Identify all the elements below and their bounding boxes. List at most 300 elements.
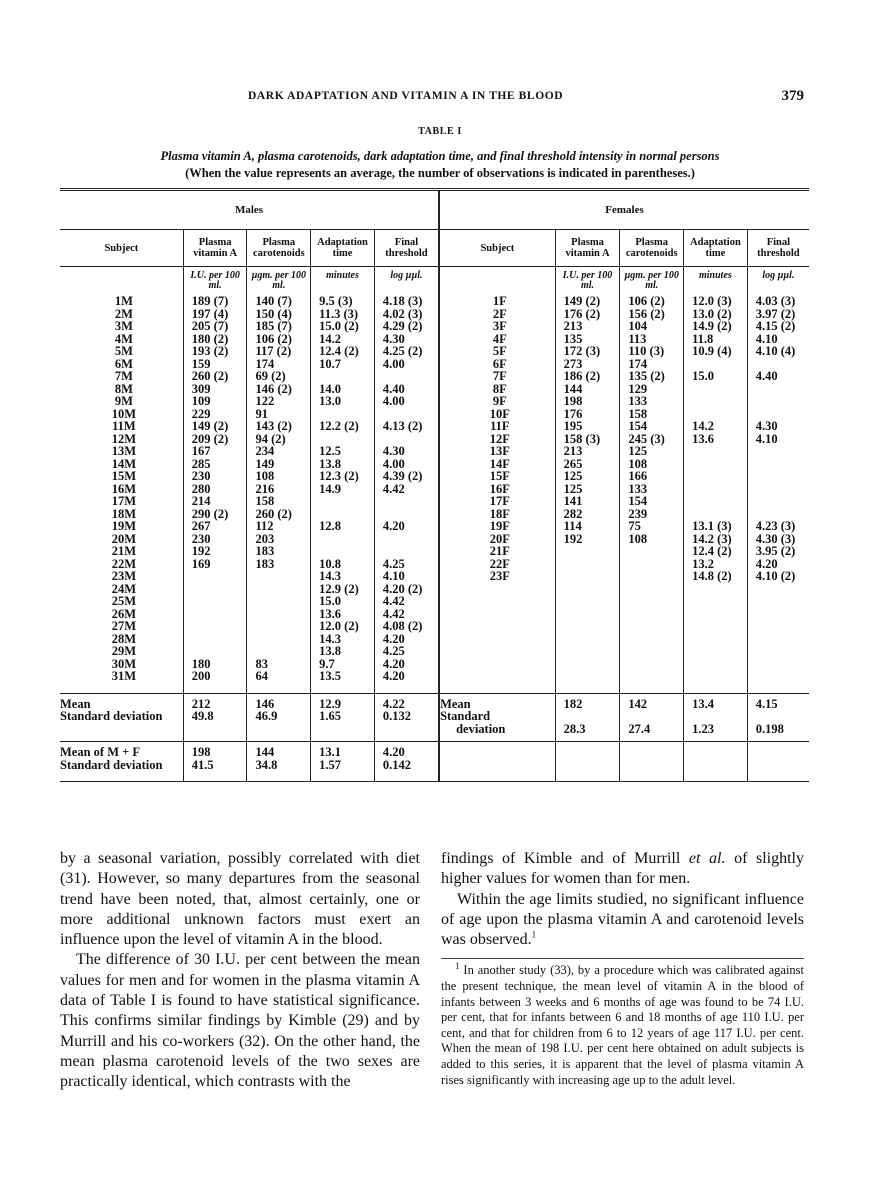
carotenoids-cell: 83 <box>247 658 311 671</box>
adaptation-cell: 15.0 <box>684 370 748 383</box>
vitamin-a-cell <box>555 633 620 646</box>
threshold-cell: 4.25 <box>374 558 439 571</box>
running-title: DARK ADAPTATION AND VITAMIN A IN THE BLOOD <box>248 90 564 102</box>
carotenoids-cell: 94 (2) <box>247 433 311 446</box>
threshold-cell <box>747 395 809 408</box>
sd-m-carotenoids: 46.9 <box>247 710 311 723</box>
subject-cell: 17M <box>60 495 183 508</box>
subject-cell: 16F <box>439 483 555 496</box>
threshold-cell: 4.20 (2) <box>374 583 439 596</box>
mean-label-m: Mean <box>60 693 183 710</box>
threshold-cell: 4.25 <box>374 645 439 658</box>
adaptation-cell: 13.6 <box>311 608 375 621</box>
subject-cell: 20F <box>439 533 555 546</box>
carotenoids-cell <box>620 658 684 671</box>
subject-cell: 22F <box>439 558 555 571</box>
threshold-cell: 4.13 (2) <box>374 420 439 433</box>
vitamin-a-cell <box>555 570 620 583</box>
subject-cell <box>439 595 555 608</box>
mean-m-vitamin-a: 212 <box>183 693 247 710</box>
vitamin-a-cell: 265 <box>555 458 620 471</box>
threshold-cell: 4.03 (3) <box>755 294 796 308</box>
table-row <box>60 320 809 333</box>
vitamin-a-cell: 114 <box>555 520 620 533</box>
threshold-cell: 4.42 <box>374 608 439 621</box>
header-carotenoids-f: Plasma carotenoids <box>620 230 684 267</box>
vitamin-a-cell: 198 <box>555 395 620 408</box>
vitamin-a-cell <box>555 558 620 571</box>
adaptation-cell: 10.9 (4) <box>684 345 748 358</box>
carotenoids-cell: 64 <box>247 670 311 683</box>
adaptation-cell <box>311 533 375 546</box>
vitamin-a-cell: 267 <box>183 520 247 533</box>
table-row <box>60 383 809 396</box>
carotenoids-cell: 166 <box>620 470 684 483</box>
adaptation-cell: 10.7 <box>311 358 375 371</box>
subject-cell: 31M <box>60 670 183 683</box>
vitamin-a-cell: 192 <box>555 533 620 546</box>
adaptation-cell: 10.8 <box>311 558 375 571</box>
subject-cell: 13M <box>60 445 183 458</box>
subject-cell: 26M <box>60 608 183 621</box>
carotenoids-cell: 108 <box>247 470 311 483</box>
carotenoids-cell: 183 <box>247 558 311 571</box>
sd-f-threshold: 0.198 <box>755 721 784 736</box>
threshold-cell: 4.20 <box>374 520 439 533</box>
threshold-cell: 4.30 <box>374 333 439 346</box>
carotenoids-cell: 158 <box>247 495 311 508</box>
table-row <box>60 433 809 446</box>
threshold-cell: 4.20 <box>755 556 778 571</box>
carotenoids-cell: 150 (4) <box>247 308 311 321</box>
threshold-cell: 4.42 <box>374 595 439 608</box>
adaptation-cell <box>684 483 748 496</box>
carotenoids-cell: 174 <box>620 358 684 371</box>
carotenoids-cell: 245 (3) <box>620 433 684 446</box>
threshold-cell: 4.00 <box>374 458 439 471</box>
vitamin-a-cell <box>183 645 247 658</box>
adaptation-cell: 13.5 <box>311 670 375 683</box>
adaptation-cell: 14.0 <box>311 383 375 396</box>
vitamin-a-cell: 230 <box>183 533 247 546</box>
mean-m-carotenoids: 146 <box>247 693 311 710</box>
table-row <box>60 483 809 496</box>
sd-label-f-2: deviation <box>439 723 555 742</box>
subject-cell: 27M <box>60 620 183 633</box>
vitamin-a-cell: 135 <box>555 333 620 346</box>
threshold-cell: 3.95 (2) <box>755 544 796 558</box>
vitamin-a-cell: 167 <box>183 445 247 458</box>
subject-cell: 5M <box>60 345 183 358</box>
carotenoids-cell: 216 <box>247 483 311 496</box>
vitamin-a-cell <box>555 670 620 683</box>
threshold-cell: 4.29 (2) <box>374 320 439 333</box>
group-males: Males <box>60 190 439 230</box>
subject-cell: 18F <box>439 508 555 521</box>
table-row <box>60 395 809 408</box>
footnote-ref: 1 <box>531 929 537 940</box>
table-row <box>60 670 809 683</box>
header-vitamin-a-m: Plasma vitamin A <box>183 230 247 267</box>
data-table <box>60 188 809 782</box>
threshold-cell <box>374 545 439 558</box>
header-adaptation-f: Adaptation time <box>684 230 748 267</box>
vitamin-a-cell: 192 <box>183 545 247 558</box>
subject-cell <box>439 608 555 621</box>
table-row <box>60 645 809 658</box>
vitamin-a-cell: 172 (3) <box>555 345 620 358</box>
carotenoids-cell: 112 <box>247 520 311 533</box>
carotenoids-cell: 125 <box>620 445 684 458</box>
carotenoids-cell <box>620 570 684 583</box>
carotenoids-cell: 106 (2) <box>247 333 311 346</box>
vitamin-a-cell <box>555 583 620 596</box>
threshold-cell: 4.08 (2) <box>374 620 439 633</box>
subject-cell: 15M <box>60 470 183 483</box>
threshold-cell: 4.10 <box>755 431 778 446</box>
threshold-cell <box>747 495 809 508</box>
vitamin-a-cell: 282 <box>555 508 620 521</box>
adaptation-cell <box>684 445 748 458</box>
carotenoids-cell: 149 <box>247 458 311 471</box>
footnote-mark: 1 <box>455 961 460 972</box>
adaptation-cell: 14.2 <box>311 333 375 346</box>
subject-cell: 23M <box>60 570 183 583</box>
adaptation-cell: 9.7 <box>311 658 375 671</box>
subject-cell: 14F <box>439 458 555 471</box>
subject-cell: 3F <box>439 320 555 333</box>
threshold-cell: 4.30 (3) <box>755 531 796 546</box>
adaptation-cell <box>684 470 748 483</box>
threshold-cell <box>747 645 809 658</box>
subject-cell: 16M <box>60 483 183 496</box>
vitamin-a-cell: 280 <box>183 483 247 496</box>
adaptation-cell: 13.2 <box>684 558 748 571</box>
subject-cell: 9M <box>60 395 183 408</box>
subject-cell: 2F <box>439 308 555 321</box>
subject-cell: 3M <box>60 320 183 333</box>
subject-cell: 12F <box>439 433 555 446</box>
adaptation-cell <box>684 383 748 396</box>
subject-cell: 24M <box>60 583 183 596</box>
subject-cell: 23F <box>439 570 555 583</box>
unit-threshold-m: log µµl. <box>374 267 439 296</box>
subject-cell: 19F <box>439 520 555 533</box>
adaptation-cell: 13.0 <box>311 395 375 408</box>
vitamin-a-cell: 290 (2) <box>183 508 247 521</box>
vitamin-a-cell <box>555 545 620 558</box>
table-row <box>60 658 809 671</box>
carotenoids-cell <box>620 670 684 683</box>
adaptation-cell: 12.3 (2) <box>311 470 375 483</box>
mean-f-adaptation: 13.4 <box>684 693 748 710</box>
vitamin-a-cell <box>555 608 620 621</box>
text-column-left <box>60 849 420 1093</box>
carotenoids-cell: 158 <box>620 408 684 421</box>
vitamin-a-cell <box>555 595 620 608</box>
carotenoids-cell: 183 <box>247 545 311 558</box>
subject-cell <box>439 645 555 658</box>
carotenoids-cell <box>247 608 311 621</box>
vitamin-a-cell: 125 <box>555 470 620 483</box>
footnote: $^1$ In another study (33), by a procedure which was calibrated against the present technique, the mean level of vitamin A in the blood of infants between 3 weeks and 6 months of age was found to be 74 I.U. per cent, that for infants between 6 and 18 months of age 110 I.U. per cent, and that for children from 6 to 12 years of age 117 I.U. per cent. When the mean of 198 I.U. per cent here obtained on adult subjects is added to this series, it is apparent that the level of plasma vitamin A rises significantly with increasing age up to the adult level. <box>441 958 804 1088</box>
subject-cell: 5F <box>439 345 555 358</box>
body-paragraph: findings of Kimble and of Murrill et al. of slightly higher values for women than for men. <box>441 850 804 888</box>
carotenoids-cell <box>620 645 684 658</box>
table-row <box>60 583 809 596</box>
threshold-cell: 4.18 (3) <box>374 295 439 308</box>
vitamin-a-cell: 159 <box>183 358 247 371</box>
adaptation-cell: 14.3 <box>311 570 375 583</box>
header-carotenoids-m: Plasma carotenoids <box>247 230 311 267</box>
adaptation-cell: 12.0 (2) <box>311 620 375 633</box>
subject-cell: 21M <box>60 545 183 558</box>
unit-adaptation-m: minutes <box>311 267 375 296</box>
carotenoids-cell <box>247 633 311 646</box>
threshold-cell: 4.10 <box>374 570 439 583</box>
carotenoids-cell: 133 <box>620 395 684 408</box>
subject-cell: 9F <box>439 395 555 408</box>
table-row <box>60 633 809 646</box>
threshold-cell: 4.40 <box>374 383 439 396</box>
carotenoids-cell: 113 <box>620 333 684 346</box>
threshold-cell: 4.20 <box>374 670 439 683</box>
header-subject-m: Subject <box>60 230 183 267</box>
adaptation-cell <box>684 670 748 683</box>
threshold-cell: 4.39 (2) <box>374 470 439 483</box>
carotenoids-cell: 108 <box>620 533 684 546</box>
subject-cell: 25M <box>60 595 183 608</box>
threshold-cell <box>747 620 809 633</box>
vitamin-a-cell: 109 <box>183 395 247 408</box>
threshold-cell <box>747 608 809 621</box>
unit-vitamin-a-m: I.U. per 100 ml. <box>183 267 247 296</box>
subject-cell: 11M <box>60 420 183 433</box>
sd-combined-carotenoids: 34.8 <box>247 759 311 782</box>
subject-cell: 12M <box>60 433 183 446</box>
table-row <box>60 470 809 483</box>
carotenoids-cell: 135 (2) <box>620 370 684 383</box>
carotenoids-cell: 129 <box>620 383 684 396</box>
carotenoids-cell: 154 <box>620 495 684 508</box>
header-vitamin-a-f: Plasma vitamin A <box>555 230 620 267</box>
carotenoids-cell: 117 (2) <box>247 345 311 358</box>
adaptation-cell: 11.8 <box>684 333 748 346</box>
subject-cell: 22M <box>60 558 183 571</box>
unit-threshold-f: log µµl. <box>762 270 795 281</box>
unit-carotenoids-f: µgm. per 100 ml. <box>620 267 684 296</box>
threshold-cell <box>747 470 809 483</box>
carotenoids-cell: 260 (2) <box>247 508 311 521</box>
adaptation-cell <box>684 633 748 646</box>
subject-cell <box>439 620 555 633</box>
sd-f-adaptation: 1.23 <box>684 723 748 742</box>
vitamin-a-cell: 125 <box>555 483 620 496</box>
subject-cell: 7F <box>439 370 555 383</box>
subject-cell: 30M <box>60 658 183 671</box>
table-caption-note: (When the value represents an average, the number of observations is indicated in parentheses.) <box>185 166 695 180</box>
adaptation-cell: 14.2 (3) <box>684 533 748 546</box>
subject-cell <box>439 670 555 683</box>
sd-m-vitamin-a: 49.8 <box>183 710 247 723</box>
vitamin-a-cell: 260 (2) <box>183 370 247 383</box>
adaptation-cell: 13.8 <box>311 458 375 471</box>
vitamin-a-cell: 195 <box>555 420 620 433</box>
header-subject-f: Subject <box>439 230 555 267</box>
subject-cell: 21F <box>439 545 555 558</box>
adaptation-cell <box>684 583 748 596</box>
table-row <box>60 345 809 358</box>
body-paragraph: by a seasonal variation, possibly correlated with diet (31). However, so many departures from the seasonal trend have been noted, that, almost certainly, one or more additional unknown factors must exert an influence upon the level of vitamin A in the blood. <box>60 850 420 949</box>
carotenoids-cell: 108 <box>620 458 684 471</box>
threshold-cell: 4.42 <box>374 483 439 496</box>
carotenoids-cell <box>620 620 684 633</box>
carotenoids-cell <box>247 645 311 658</box>
subject-cell: 1M <box>60 295 183 308</box>
mean-combined-threshold: 4.20 <box>374 742 439 759</box>
threshold-cell: 4.10 <box>755 331 778 346</box>
carotenoids-cell <box>620 595 684 608</box>
vitamin-a-cell <box>555 658 620 671</box>
threshold-cell <box>747 458 809 471</box>
threshold-cell <box>747 445 809 458</box>
adaptation-cell: 9.5 (3) <box>311 295 375 308</box>
running-head <box>0 88 880 108</box>
threshold-cell: 4.02 (3) <box>374 308 439 321</box>
carotenoids-cell <box>247 570 311 583</box>
subject-cell: 29M <box>60 645 183 658</box>
subject-cell: 28M <box>60 633 183 646</box>
vitamin-a-cell: 141 <box>555 495 620 508</box>
vitamin-a-cell: 230 <box>183 470 247 483</box>
subject-cell: 8F <box>439 383 555 396</box>
threshold-cell <box>374 370 439 383</box>
adaptation-cell: 14.3 <box>311 633 375 646</box>
adaptation-cell: 14.9 <box>311 483 375 496</box>
adaptation-cell <box>684 608 748 621</box>
table-row <box>60 545 809 558</box>
adaptation-cell: 12.4 (2) <box>311 345 375 358</box>
vitamin-a-cell <box>183 608 247 621</box>
table-row <box>60 570 809 583</box>
threshold-cell: 4.15 (2) <box>755 319 796 333</box>
threshold-cell: 4.00 <box>374 395 439 408</box>
vitamin-a-cell: 285 <box>183 458 247 471</box>
mean-f-carotenoids: 142 <box>620 693 684 710</box>
subject-cell: 18M <box>60 508 183 521</box>
carotenoids-cell: 91 <box>247 408 311 421</box>
subject-cell: 15F <box>439 470 555 483</box>
sd-combined-vitamin-a: 41.5 <box>183 759 247 782</box>
sd-combined-threshold: 0.142 <box>374 759 439 782</box>
threshold-cell: 4.23 (3) <box>755 519 796 533</box>
adaptation-cell: 12.0 (3) <box>684 295 748 308</box>
vitamin-a-cell: 149 (2) <box>183 420 247 433</box>
body-paragraph: Within the age limits studied, no significant influence of age upon the plasma vitamin A and carotenoid levels was observed.$^1$ <box>441 890 804 949</box>
threshold-cell: 4.20 <box>374 633 439 646</box>
vitamin-a-cell: 309 <box>183 383 247 396</box>
table-row <box>60 495 809 508</box>
header-threshold-f: Final threshold <box>747 230 809 267</box>
threshold-cell <box>747 383 809 396</box>
unit-vitamin-a-f: I.U. per 100 ml. <box>555 267 620 296</box>
vitamin-a-cell: 176 <box>555 408 620 421</box>
adaptation-cell: 11.3 (3) <box>311 308 375 321</box>
unit-carotenoids-m: µgm. per 100 ml. <box>247 267 311 296</box>
carotenoids-cell: 122 <box>247 395 311 408</box>
subject-cell: 2M <box>60 308 183 321</box>
threshold-cell: 4.25 (2) <box>374 345 439 358</box>
sd-f-vitamin-a: 28.3 <box>555 723 620 742</box>
mean-combined-vitamin-a: 198 <box>183 742 247 759</box>
carotenoids-cell: 146 (2) <box>247 383 311 396</box>
carotenoids-cell: 69 (2) <box>247 370 311 383</box>
group-females: Females <box>439 190 809 230</box>
vitamin-a-cell <box>183 583 247 596</box>
subject-cell: 13F <box>439 445 555 458</box>
adaptation-cell: 12.8 <box>311 520 375 533</box>
sd-label-f-1: Standard <box>439 710 555 723</box>
vitamin-a-cell: 209 (2) <box>183 433 247 446</box>
table-row <box>60 370 809 383</box>
carotenoids-cell <box>620 583 684 596</box>
carotenoids-cell <box>620 633 684 646</box>
carotenoids-cell: 203 <box>247 533 311 546</box>
carotenoids-cell: 75 <box>620 520 684 533</box>
subject-cell: 10M <box>60 408 183 421</box>
sd-combined-adaptation: 1.57 <box>311 759 375 782</box>
adaptation-cell: 12.9 (2) <box>311 583 375 596</box>
vitamin-a-cell: 213 <box>555 320 620 333</box>
subject-cell: 11F <box>439 420 555 433</box>
threshold-cell: 4.10 (2) <box>755 569 796 583</box>
adaptation-cell <box>684 620 748 633</box>
subject-cell: 19M <box>60 520 183 533</box>
table-row <box>60 620 809 633</box>
adaptation-cell: 12.5 <box>311 445 375 458</box>
threshold-cell: 4.30 <box>755 419 778 433</box>
subject-cell: 8M <box>60 383 183 396</box>
subject-cell: 14M <box>60 458 183 471</box>
threshold-cell: 4.30 <box>374 445 439 458</box>
subject-cell: 1F <box>439 295 555 308</box>
body-paragraph: The difference of 30 I.U. per cent between the mean values for men and for women in the plasma vitamin A data of Table I is found to have statistical significance. This confirms similar findings by Kimble (29) and by Murrill and his co-workers (32). On the other hand, the mean plasma carotenoid levels of the two sexes are practically identical, which contrasts with the <box>60 951 420 1091</box>
adaptation-cell: 12.4 (2) <box>684 545 748 558</box>
adaptation-cell <box>684 595 748 608</box>
subject-cell: 17F <box>439 495 555 508</box>
table-label: TABLE I <box>418 126 462 137</box>
sd-f-carotenoids: 27.4 <box>620 723 684 742</box>
subject-cell: 10F <box>439 408 555 421</box>
carotenoids-cell: 185 (7) <box>247 320 311 333</box>
mean-combined-adaptation: 13.1 <box>311 742 375 759</box>
vitamin-a-cell: 180 (2) <box>183 333 247 346</box>
threshold-cell <box>374 533 439 546</box>
vitamin-a-cell: 213 <box>555 445 620 458</box>
subject-cell: 4F <box>439 333 555 346</box>
carotenoids-cell: 143 (2) <box>247 420 311 433</box>
vitamin-a-cell: 176 (2) <box>555 308 620 321</box>
subject-cell <box>439 633 555 646</box>
threshold-cell: 4.20 <box>374 658 439 671</box>
threshold-cell: 4.10 (4) <box>755 344 796 358</box>
threshold-cell <box>747 595 809 608</box>
mean-f-threshold: 4.15 <box>747 693 809 710</box>
threshold-cell <box>747 583 809 596</box>
table-row <box>60 420 809 433</box>
carotenoids-cell <box>247 583 311 596</box>
carotenoids-cell: 133 <box>620 483 684 496</box>
